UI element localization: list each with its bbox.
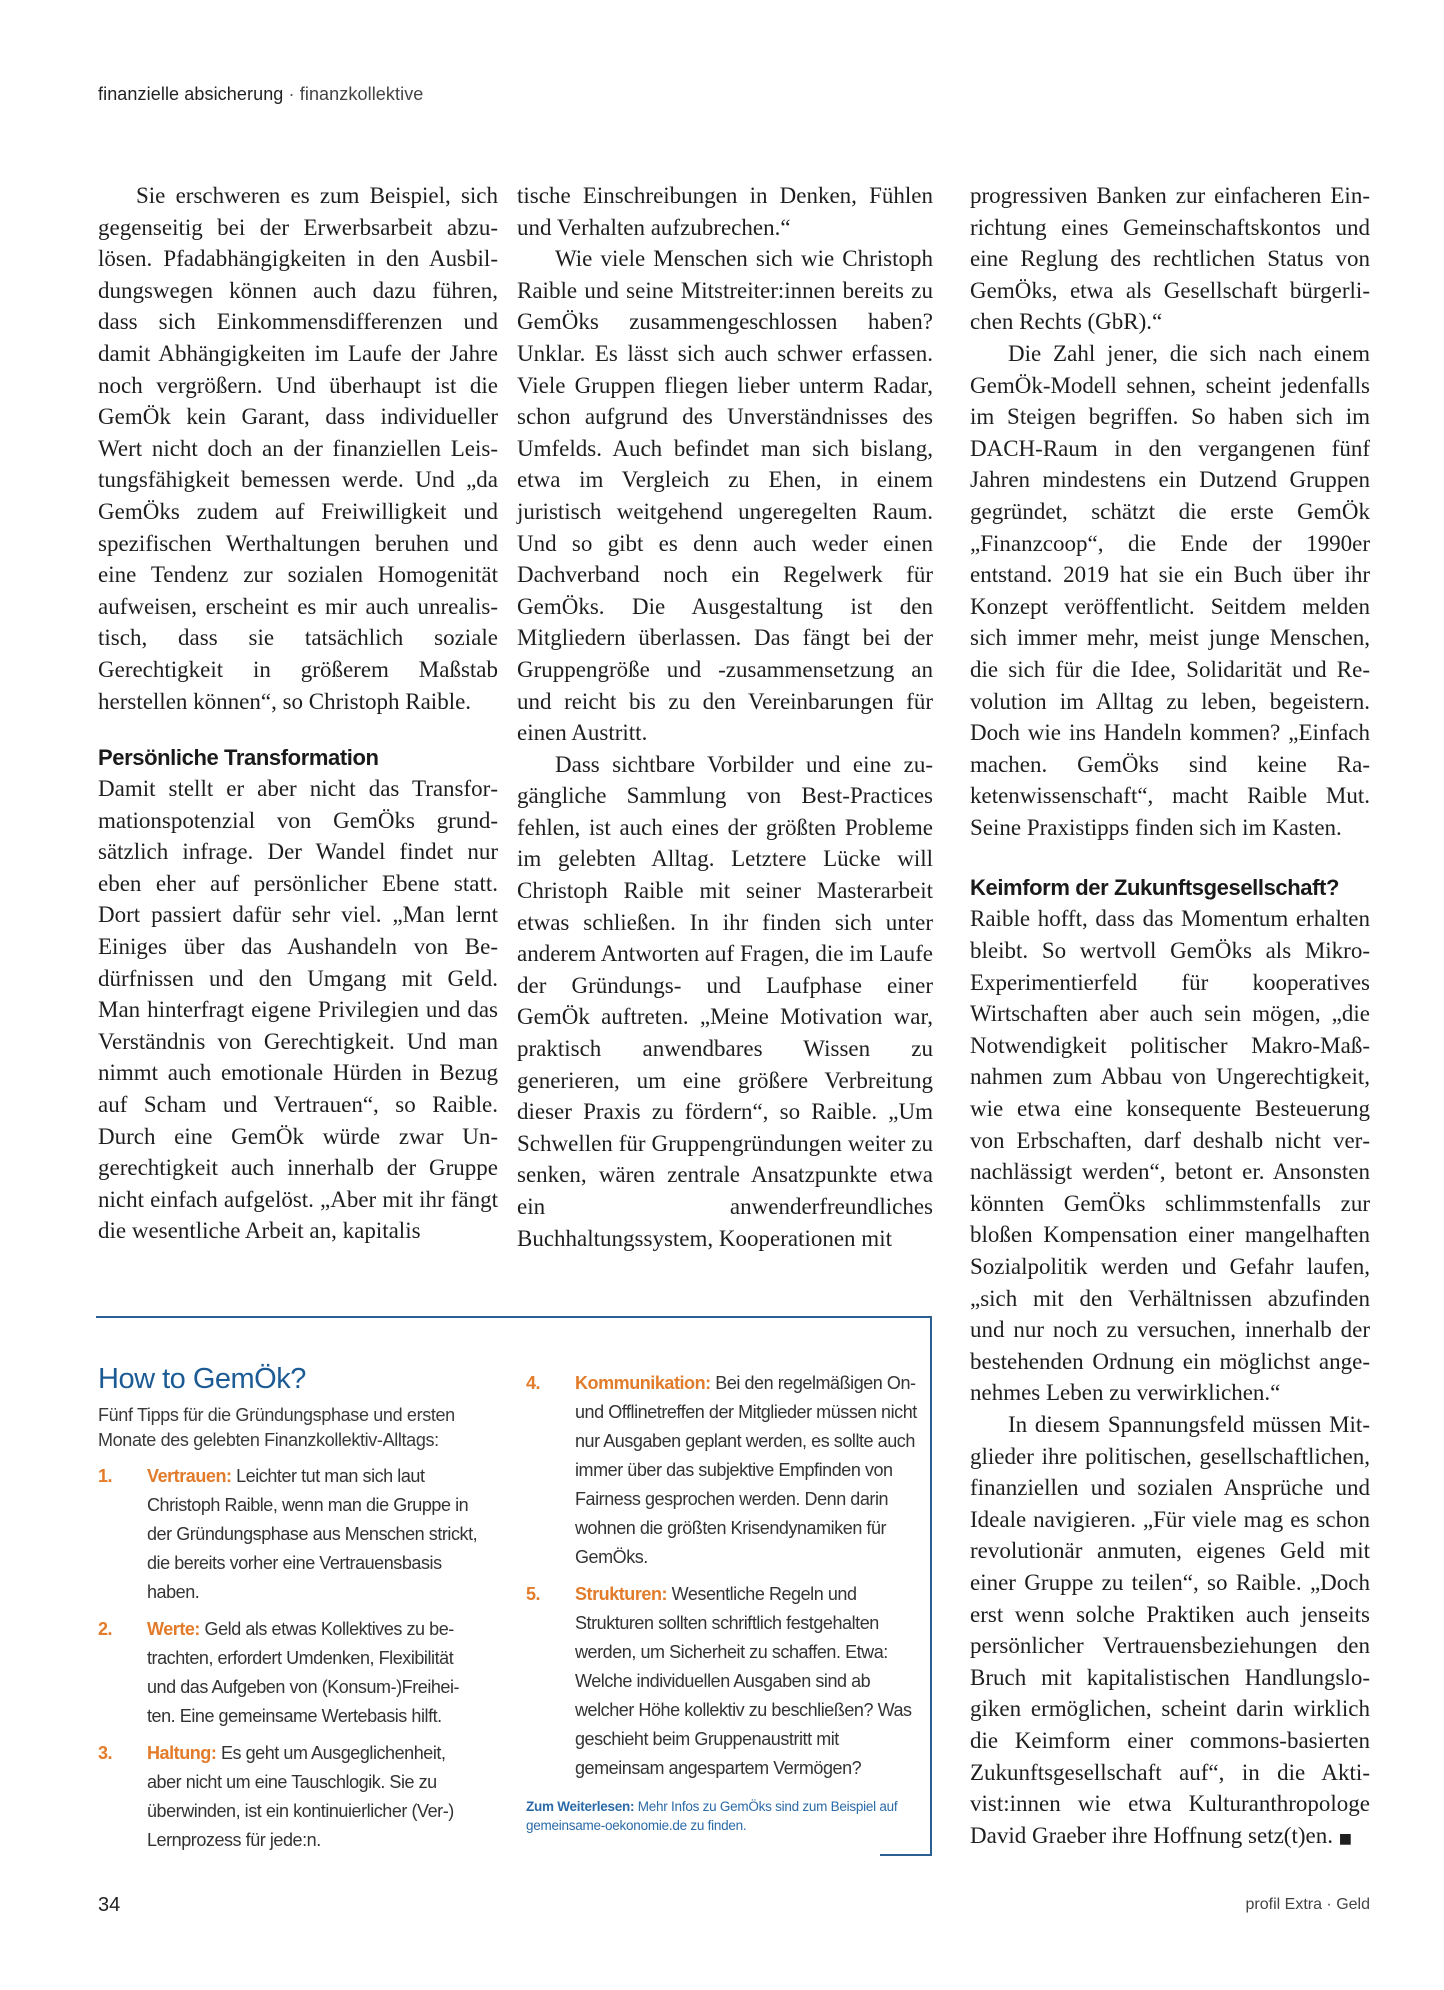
box-border-top: [96, 1316, 932, 1318]
further-reading-label: Zum Weiterlesen:: [526, 1799, 635, 1814]
running-header: [98, 84, 423, 105]
header-subsection: finanzkollektive: [299, 84, 424, 104]
paragraph-final: [970, 1409, 1370, 1855]
paragraph: progressiven Banken zur einfacheren Einrichtung eines Gemeinschaftskontos und eine Reglung des rechtlichen Status von GemÖks, etwa als Gesellschaft bürgerlichen Rechts (GbR).“: [970, 183, 1370, 335]
paragraph: Dass sichtbare Vorbilder und eine zugängliche Sammlung von Best-Practices fehlen, ist auch eines der größten Probleme im gelebten Alltag. Letztere Lücke will Christoph Raible mit seiner Masterarbeit etwas schließen. In ihr finden sich unter anderem Antworten auf Fragen, die im Laufe der Gründungs- und Laufphase einer GemÖk auftreten. „Meine Motivation war, praktisch anwendbares Wissen zu generieren, um eine größere Verbreitung dieser Praxis zu fördern“, so Raible. „Um Schwellen für Gruppengründungen weiter zu senken, wären zentrale Ansatzpunkte etwa ein anwenderfreundliches Buchhaltungssystem, Kooperationen mit: [517, 751, 933, 1251]
tip-number: 5.: [526, 1584, 541, 1604]
tip-text: Es geht um Ausgeglichenheit, aber nicht um eine Tauschlogik. Sie zu überwinden, ist ein kontinuierlicher (Ver-) Lernprozess für jede:n.: [147, 1743, 454, 1850]
tip-number: 2.: [98, 1619, 113, 1639]
tip-keyword: Haltung:: [147, 1743, 217, 1763]
box-border-bottom: [880, 1854, 932, 1856]
paragraph: tische Einschreibungen in Denken, Fühlen und Verhalten aufzubrechen.“: [517, 183, 933, 240]
tip-item: [98, 1739, 478, 1855]
magazine-footer: profil Extra · Geld: [1245, 1896, 1370, 1913]
tip-item: [98, 1615, 478, 1731]
further-reading: [526, 1797, 926, 1835]
tip-item: [98, 1462, 478, 1607]
tip-number: 4.: [526, 1373, 541, 1393]
tip-number: 3.: [98, 1743, 113, 1763]
paragraph-text: In diesem Spannungsfeld müssen Mitglieder ihre politischen, gesellschaftlichen, finanziellen und sozialen Ansprüche und Ideale navigieren. „Für viele mag es schon revolutionär anmuten, eigenes Geld mit einer Gruppe zu teilen“, so Raible. „Doch erst wenn solche Praktiken auch jenseits persönlicher Vertrauensbeziehungen den Bruch mit kapitalistischen Handlungslogiken ermöglichen, scheint darin wirklich die Keimform einer commons-basierten Zukunftsgesellschaft auf“, in die Aktivist:innen wie etwa Kulturanthropologe David Graeber ihre Hoffnung setz(t)en.: [970, 1411, 1370, 1848]
header-section: finanzielle absicherung: [98, 84, 284, 104]
tips-box-left-column: [98, 1361, 478, 1863]
tip-keyword: Vertrauen:: [147, 1466, 232, 1486]
paragraph: Wie viele Menschen sich wie Christoph Raible und seine Mitstreiter:innen bereits zu GemÖks zusammengeschlossen haben? Unklar. Es lässt sich auch schwer erfassen. Viele Gruppen fliegen lieber unterm Radar, schon aufgrund des Unverständnisses des Umfelds. Auch befindet man sich bislang, etwa im Vergleich zu Ehen, in einem juristisch weitgehend ungeregelten Raum. Und so gibt es denn auch weder einen Dachverband noch ein Regelwerk für GemÖks. Die Ausgestaltung ist den Mitgliedern überlassen. Das fängt bei der Gruppengröße und -zusammensetzung an und reicht bis zu den Vereinbarungen für einen Austritt.: [517, 246, 933, 746]
page-number: 34: [98, 1894, 121, 1916]
paragraph: Damit stellt er aber nicht das Transformationspotenzial von GemÖks grundsätzlich infrage. Der Wandel findet nur eben eher auf persönlicher Ebene statt. Dort passiert dafür sehr viel. „Man lernt Einiges über das Aushandeln von Bedürfnissen und den Umgang mit Geld. Man hinterfragt eigene Privilegien und das Verständnis von Gerechtigkeit. Und man nimmt auch emotionale Hürden in Bezug auf Scham und Vertrauen“, so Raible. Durch eine GemÖk würde zwar Ungerechtigkeit auch innerhalb der Gruppe nicht einfach aufgelöst. „Aber mit ihr fängt die wesentliche Arbeit an, kapitalis: [98, 776, 498, 1244]
paragraph: Raible hofft, dass das Momentum erhalten bleibt. So wertvoll GemÖks als Mikro-Experimentierfeld für kooperatives Wirtschaften aber auch sein mögen, „die Notwendigkeit politischer Makro-Maßnahmen zum Abbau von Ungerechtigkeit, wie etwa eine konsequente Besteuerung von Erbschaften, darf deshalb nicht vernachlässigt werden“, betont er. Ansonsten könnten GemÖks schlimmstenfalls zur bloßen Kompensation einer mangelhaften Sozialpolitik werden und Gefahr laufen, „sich mit den Verhältnissen abzufinden und nur noch zu versuchen, innerhalb der bestehenden Ordnung ein möglichst angenehmes Leben zu verwirklichen.“: [970, 906, 1370, 1406]
tips-box-right-column: [526, 1369, 926, 1835]
article-column-1: [98, 180, 498, 1247]
tip-text: Wesentliche Regeln und Strukturen sollten schriftlich festgehalten werden, um Sicherheit zu schaffen. Etwa: Welche individuellen Ausgaben sind ab welcher Höhe kollektiv zu beschließen? Was geschieht beim Gruppenaustritt mit gemeinsam angespartem Vermögen?: [575, 1584, 912, 1778]
tip-keyword: Kommunikation:: [575, 1373, 711, 1393]
tip-number: 1.: [98, 1466, 113, 1486]
tip-text: Bei den regelmäßigen On- und Offlinetreffen der Mitglieder müssen nicht nur Ausgaben geplant werden, es sollte auch immer über das subjektive Empfinden von Fairness gesprochen werden. Denn darin wohnen die größten Krisendynamiken für GemÖks.: [575, 1373, 917, 1567]
tip-item: [526, 1369, 926, 1572]
tip-keyword: Strukturen:: [575, 1584, 668, 1604]
further-reading-text: Mehr Infos zu GemÖks sind zum Beispiel auf gemeinsame-oekonomie.de zu finden.: [526, 1799, 898, 1833]
tip-text: Leichter tut man sich laut Christoph Raible, wenn man die Gruppe in der Gründungsphase aus Menschen strickt, die bereits vorher eine Vertrauensbasis haben.: [147, 1466, 478, 1602]
tips-box-title: How to GemÖk?: [98, 1363, 306, 1395]
tip-item: [526, 1580, 926, 1783]
article-column-3: [970, 180, 1370, 1855]
end-mark-icon: ■: [1338, 1830, 1352, 1847]
tip-text: Geld als etwas Kollektives zu betrachten, erfordert Umdenken, Flexibilität und das Aufgeben von (Konsum-)Freiheiten. Eine gemeinsame Wertebasis hilft.: [147, 1619, 460, 1726]
subheading-keimform: Keimform der Zukunftsgesellschaft?: [970, 875, 1340, 901]
subheading-persoenliche-transformation: Persönliche Transformation: [98, 745, 379, 771]
article-column-2: [517, 180, 933, 1254]
tips-box-intro: Fünf Tipps für die Gründungsphase und ersten Monate des gelebten Finanzkollektiv-Alltags:: [98, 1405, 455, 1450]
header-separator: ·: [288, 84, 295, 104]
tip-keyword: Werte:: [147, 1619, 200, 1639]
box-border-right: [930, 1316, 932, 1854]
paragraph: Sie erschweren es zum Beispiel, sich gegenseitig bei der Erwerbsarbeit abzulösen. Pfadabhängigkeiten in den Ausbildungswegen können auch dazu führen, dass sich Einkommensdifferenzen und damit Abhängigkeiten im Laufe der Jahre noch vergrößern. Und überhaupt ist die GemÖk kein Garant, dass individueller Wert nicht doch an der finanziellen Leistungsfähigkeit bemessen werde. Und „da GemÖks zudem auf Freiwilligkeit und spezifischen Werthaltungen beruhen und eine Tendenz zur sozialen Homogenität aufweisen, erscheint es mir auch unrealistisch, dass sie tatsächlich soziale Gerechtigkeit in größerem Maßstab herstellen können“, so Christoph Raible.: [98, 183, 498, 714]
paragraph: Die Zahl jener, die sich nach einem GemÖk-Modell sehnen, scheint jedenfalls im Steigen begriffen. So haben sich im DACH-Raum in den vergangenen fünf Jahren mindestens ein Dutzend Gruppen gegründet, schätzt die erste GemÖk „Finanzcoop“, die Ende der 1990er entstand. 2019 hat sie ein Buch über ihr Konzept veröffentlicht. Seitdem melden sich immer mehr, meist junge Menschen, die sich für die Idee, Solidarität und Revolution im Alltag zu leben, begeistern. Doch wie ins Handeln kommen? „Einfach machen. GemÖks sind keine Raketenwissenschaft“, macht Raible Mut. Seine Praxistipps finden sich im Kasten.: [970, 340, 1370, 840]
